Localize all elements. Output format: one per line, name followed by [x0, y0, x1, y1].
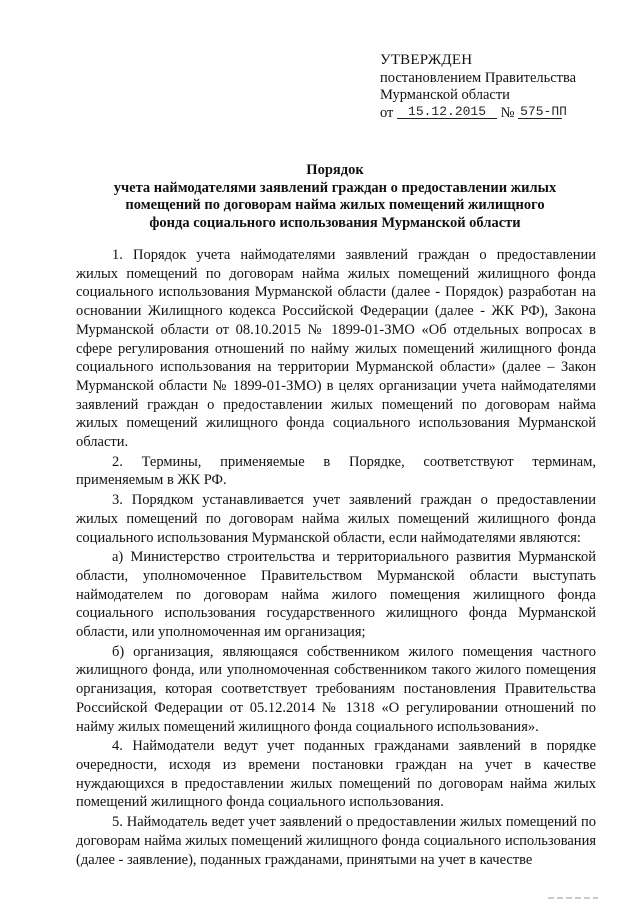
approval-region: Мурманской области	[380, 87, 510, 103]
paragraph-3b: б) организация, являющаяся собственником жилого помещения частного жилищного фонда, или уполномоченная собственником такого жилого помещения организация, которая соответствует требованиям постановления Правительства Российской Федерации от 05.12.2014 № 1318 «О регулировании отношений по найму жилых помещений жилищного фонда социального использования».	[76, 643, 596, 735]
paragraph-2: 2. Термины, применяемые в Порядке, соответствуют терминам, применяемым в ЖК РФ.	[76, 453, 596, 489]
paragraph-3a: а) Министерство строительства и территориального развития Мурманской области, уполномоченное Правительством Мурманской области выступать наймодателем по договорам найма жилого помещения жилищного фонда социального использования государственного жилищного фонда Мурманской области, или уполномоченная им организация;	[76, 549, 596, 641]
approval-date-line	[380, 105, 630, 123]
approval-number-label: №	[500, 104, 515, 121]
approval-stamp	[380, 52, 630, 122]
approval-heading: УТВЕРЖДЕН	[380, 52, 473, 68]
document-body	[76, 246, 596, 870]
approval-number: 575-ПП	[520, 103, 567, 119]
title-line: помещений по договорам найма жилых помещений жилищного	[125, 197, 545, 213]
scan-artifact	[548, 897, 598, 899]
paragraph-1: 1. Порядок учета наймодателями заявлений граждан о предоставлении жилых помещений по договорам найма жилых помещений жилищного фонда социального использования Мурманской области (далее - Порядок) разработан на основании Жилищного кодекса Российской Федерации (далее - ЖК РФ), Закона Мурманской области от 08.10.2015 № 1899-01-ЗМО «Об отдельных вопросах в сфере регулирования отношений по найму жилых помещений жилищного фонда социального использования на территории Мурманской области» (далее – Закон Мурманской области № 1899-01-ЗМО) в целях организации учета наймодателями заявлений граждан о предоставлении жилых помещений по договорам найма жилых помещений жилищного фонда социального использования Мурманской области.	[76, 247, 596, 451]
title-line: Порядок	[306, 162, 364, 178]
approval-authority: постановлением Правительства	[380, 69, 577, 86]
title-line: учета наймодателями заявлений граждан о предоставлении жилых	[113, 179, 557, 196]
paragraph-5: 5. Наймодатель ведет учет заявлений о предоставлении жилых помещений по договорам найма жилых помещений жилищного фонда социального использования (далее - заявление), поданных гражданами, принятыми на учет в качестве	[76, 814, 596, 868]
paragraph-3: 3. Порядком устанавливается учет заявлений граждан о предоставлении жилых помещений по договорам найма жилых помещений жилищного фонда социального использования Мурманской области, если наймодателями являются:	[76, 492, 596, 546]
title-line: фонда социального использования Мурманской области	[149, 214, 521, 231]
approval-date: 15.12.2015	[397, 105, 497, 119]
document-title	[80, 162, 590, 232]
paragraph-4: 4. Наймодатели ведут учет поданных гражданами заявлений в порядке очередности, исходя из времени постановки граждан на учет в качестве нуждающихся в предоставлении жилых помещений по договорам найма жилых помещений жилищного фонда социального использования.	[76, 738, 596, 811]
approval-from-label: от	[380, 104, 394, 121]
